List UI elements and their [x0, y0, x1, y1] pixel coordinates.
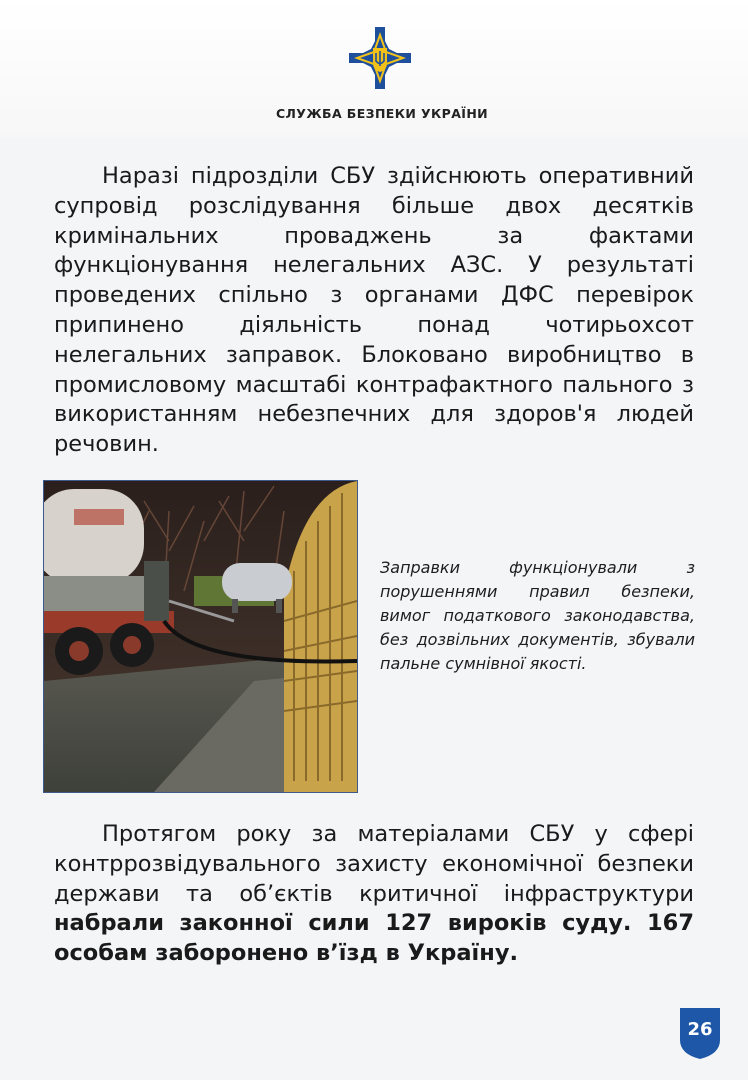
- paragraph-1: [54, 162, 694, 460]
- paragraph-2-highlight: набрали законної сили 127 вироків суду. 167 особам заборонено в’їзд в Україну.: [54, 910, 694, 967]
- page-number: 26: [687, 1019, 713, 1040]
- fuel-tanker-photo: [43, 480, 358, 793]
- photo-caption: Заправки функціонували з порушеннями правил безпеки, вимог податкового законодавства, без дозвільних документів, збували пальне сумнівної якості.: [380, 558, 695, 673]
- page-header: [0, 0, 748, 138]
- sbu-emblem-icon: [349, 27, 411, 89]
- paragraph-2: [54, 820, 694, 969]
- organization-name: СЛУЖБА БЕЗПЕКИ УКРАЇНИ: [275, 106, 489, 121]
- paragraph-1-text: Наразі підрозділи СБУ здійснюють оперативний супровід розслідування більше двох десятків кримінальних проваджень за фактами функціонування нелегальних АЗС. У результаті проведених спільно з органами ДФС перевірок припинено діяльність понад чотирьохсот нелегальних заправок. Блоковано виробництво в промисловому масштабі контрафактного пального з використанням небезпечних для здоров'я людей речовин.: [54, 163, 694, 458]
- paragraph-2-text: Протягом року за матеріалами СБУ у сфері контррозвідувального захисту економічної безпеки держави та об’єктів критичної інфраструктури: [54, 821, 694, 907]
